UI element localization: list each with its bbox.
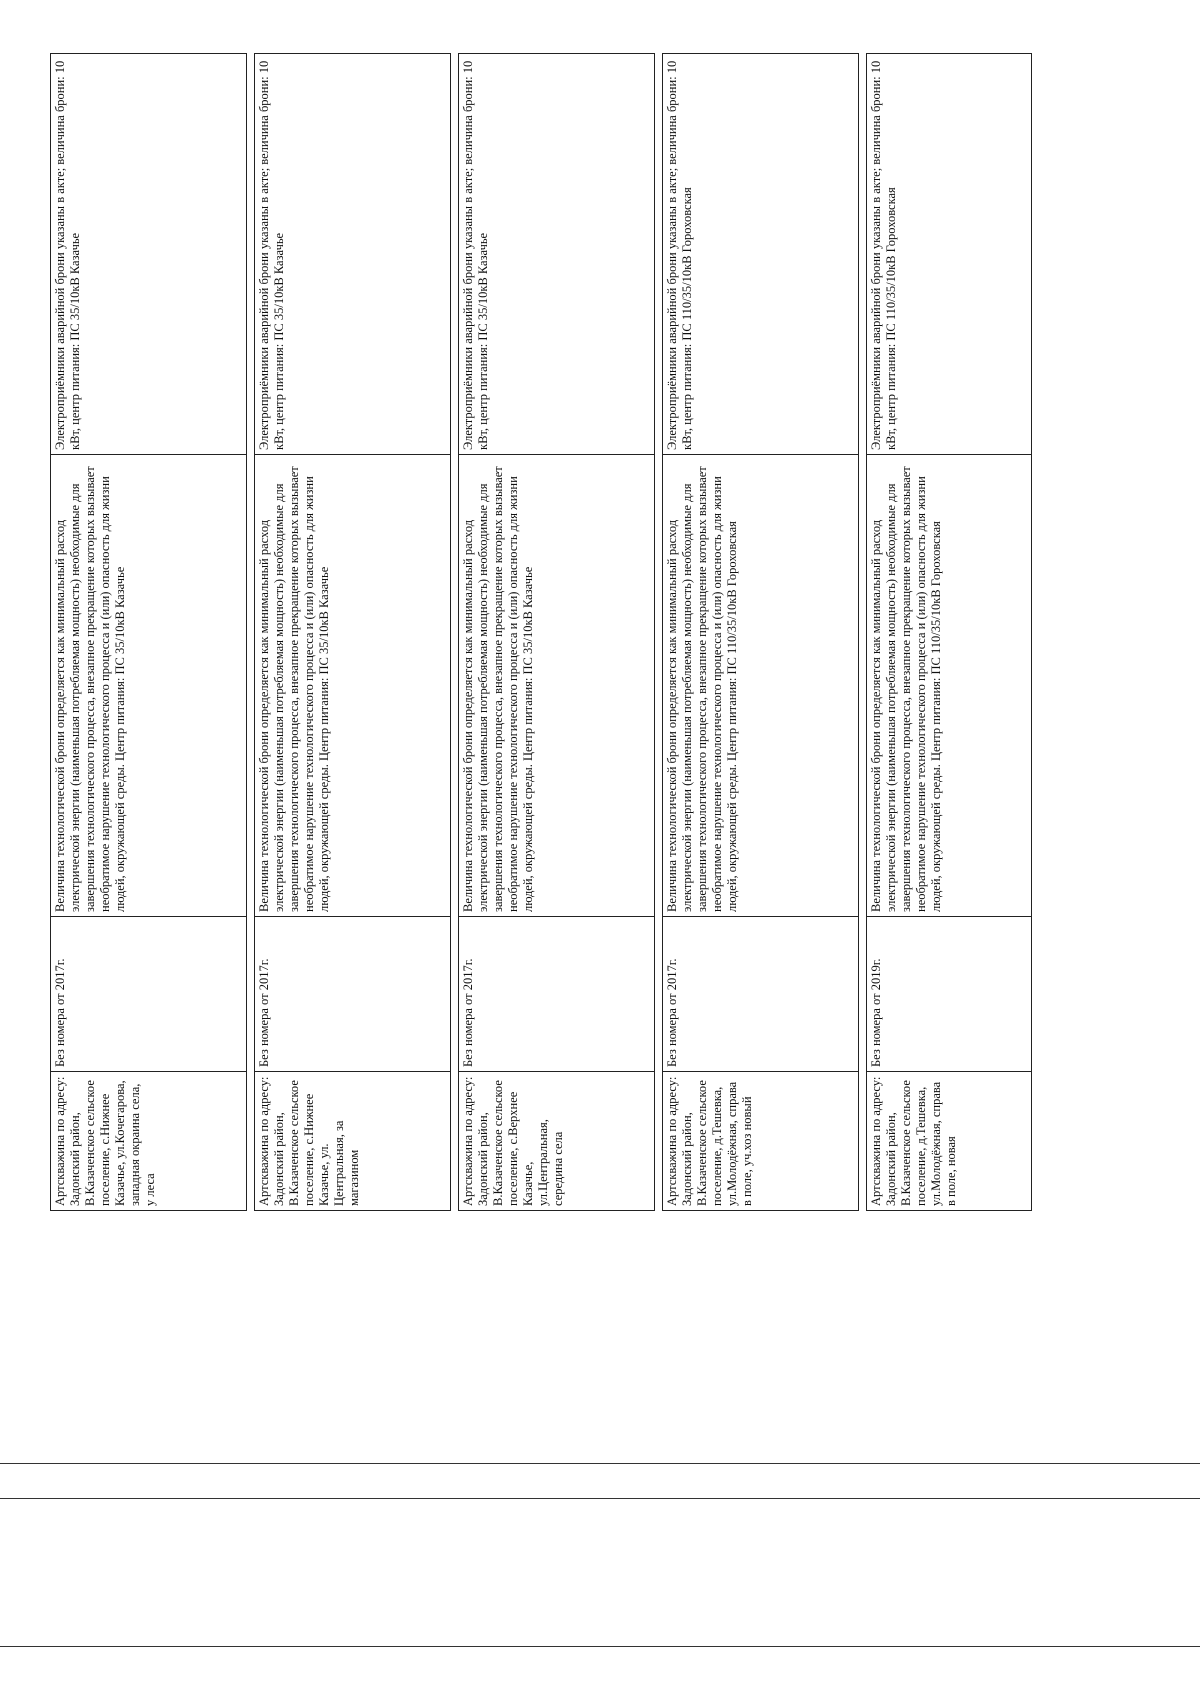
emergency-reserve-cell: Электроприёмники аварийной брони указаны в акте; величина брони: 10 кВт, центр питания: ПС 110/35/10кВ Гороховская [867, 54, 1032, 455]
object-cell: Артскважина по адресу: Задонский район, В.Казаченское сельское поселение, д.Тешевка, ул.Молодёжная, справа в поле, уч.хоз новый [663, 1072, 859, 1211]
table-row [867, 54, 1032, 1211]
object-cell: Артскважина по адресу: Задонский район, В.Казаченское сельское поселение, с.Нижнее Казачье, ул.Кочегарова, западная окраина села, у леса [51, 1072, 247, 1211]
tech-reserve-cell: Величина технологической брони определяется как минимальный расход электрической энергии (наименьшая потребляемая мощность) необходимые для завершения технологического процесса, внезапное прекращение которых вызывает необратимое нарушение технологического процесса и (или) опасность для жизни людей, окружающей среды. Центр питания: ПС 35/10кВ Казачье [51, 455, 247, 917]
emergency-reserve-cell: Электроприёмники аварийной брони указаны в акте; величина брони: 10 кВт, центр питания: ПС 35/10кВ Казачье [459, 54, 655, 455]
emergency-reserve-cell: Электроприёмники аварийной брони указаны в акте; величина брони: 10 кВт, центр питания: ПС 35/10кВ Казачье [255, 54, 451, 455]
tech-reserve-cell: Величина технологической брони определяется как минимальный расход электрической энергии (наименьшая потребляемая мощность) необходимые для завершения технологического процесса, внезапное прекращение которых вызывает необратимое нарушение технологического процесса и (или) опасность для жизни людей, окружающей среды. Центр питания: ПС 110/35/10кВ Гороховская [867, 455, 1032, 917]
act-cell: Без номера от 2017г. [255, 917, 451, 1072]
margin-line-1 [0, 1646, 1200, 1647]
act-cell: Без номера от 2017г. [663, 917, 859, 1072]
row-gap [655, 54, 663, 1211]
margin-line-2 [0, 1498, 1200, 1499]
object-cell: Артскважина по адресу: Задонский район, В.Казаченское сельское поселение, с.Верхнее Казачье, ул.Центральная, середина села [459, 1072, 655, 1211]
object-cell: Артскважина по адресу: Задонский район, В.Казаченское сельское поселение, с.Нижнее Казачье, ул. Центральная, за магазином [255, 1072, 451, 1211]
emergency-reserve-cell: Электроприёмники аварийной брони указаны в акте; величина брони: 10 кВт, центр питания: ПС 110/35/10кВ Гороховская [663, 54, 859, 455]
table-row [459, 54, 655, 1211]
tech-reserve-cell: Величина технологической брони определяется как минимальный расход электрической энергии (наименьшая потребляемая мощность) необходимые для завершения технологического процесса, внезапное прекращение которых вызывает необратимое нарушение технологического процесса и (или) опасность для жизни людей, окружающей среды. Центр питания: ПС 110/35/10кВ Гороховская [663, 455, 859, 917]
margin-line-3 [0, 1463, 1200, 1464]
act-cell: Без номера от 2017г. [51, 917, 247, 1072]
table-row [51, 54, 247, 1211]
row-gap [451, 54, 459, 1211]
row-gap [859, 54, 867, 1211]
tech-reserve-cell: Величина технологической брони определяется как минимальный расход электрической энергии (наименьшая потребляемая мощность) необходимые для завершения технологического процесса, внезапное прекращение которых вызывает необратимое нарушение технологического процесса и (или) опасность для жизни людей, окружающей среды. Центр питания: ПС 35/10кВ Казачье [459, 455, 655, 917]
tech-reserve-cell: Величина технологической брони определяется как минимальный расход электрической энергии (наименьшая потребляемая мощность) необходимые для завершения технологического процесса, внезапное прекращение которых вызывает необратимое нарушение технологического процесса и (или) опасность для жизни людей, окружающей среды. Центр питания: ПС 35/10кВ Казачье [255, 455, 451, 917]
reserve-table [50, 53, 1032, 1211]
row-gap [247, 54, 255, 1211]
act-cell: Без номера от 2019г. [867, 917, 1032, 1072]
object-cell: Артскважина по адресу: Задонский район, В.Казаченское сельское поселение, д.Тешевка, ул.Молодёжная, справа в поле, новая [867, 1072, 1032, 1211]
table-row [255, 54, 451, 1211]
table-row [663, 54, 859, 1211]
emergency-reserve-cell: Электроприёмники аварийной брони указаны в акте; величина брони: 10 кВт, центр питания: ПС 35/10кВ Казачье [51, 54, 247, 455]
act-cell: Без номера от 2017г. [459, 917, 655, 1072]
